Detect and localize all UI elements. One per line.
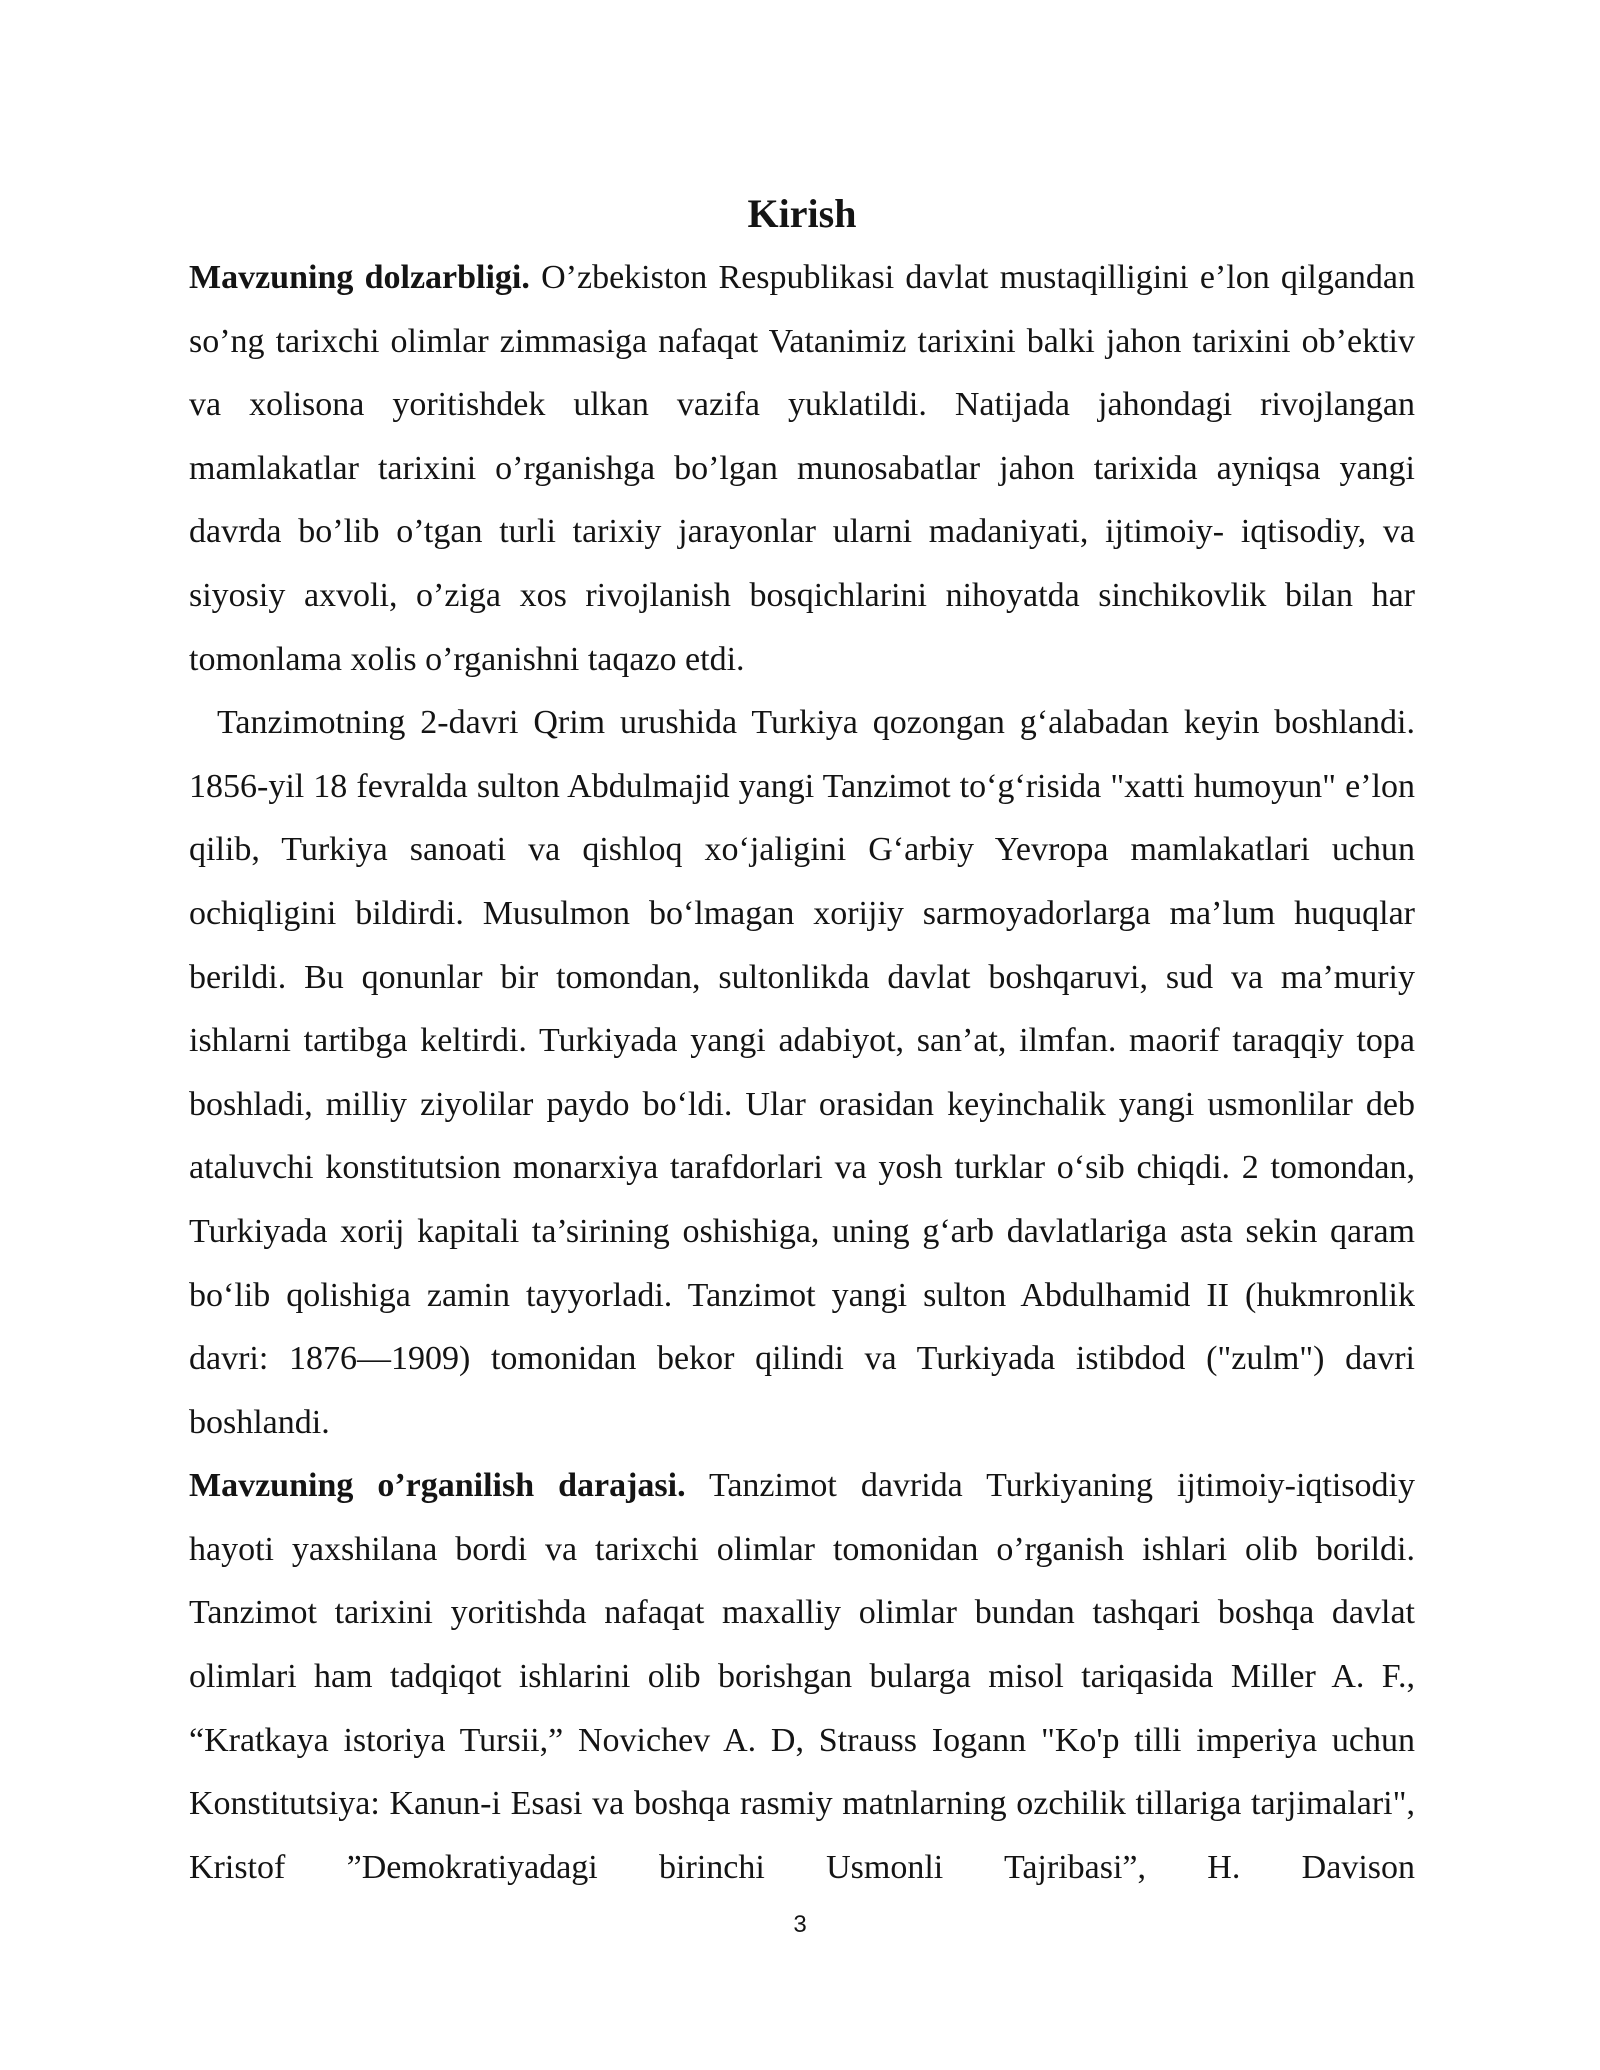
paragraph-relevance <box>189 246 1415 691</box>
paragraph-lead: Mavzuning dolzarbligi. <box>189 259 530 296</box>
paragraph-tanzimot-second-period <box>189 691 1415 1454</box>
page-number: 3 <box>793 1911 807 1938</box>
paragraph-text: Tanzimotning 2-davri Qrim urushida Turkiya qozongan g‘alabadan keyin boshlandi. 1856-yil 18 fevralda sulton Abdulmajid yangi Tanzimot to‘g‘risida "xatti humoyun" e’lon qilib, Turkiya sanoati va qishloq xo‘jaligini G‘arbiy Yevropa mamlakatlari uchun ochiqligini bildirdi. Musulmon bo‘lmagan xorijiy sarmoyadorlarga ma’lum huquqlar berildi. Bu qonunlar bir tomondan, sultonlikda davlat boshqaruvi, sud va ma’muriy ishlarni tartibga keltirdi. Turkiyada yangi adabiyot, san’at, ilmfan. maorif taraqqiy topa boshladi, milliy ziyolilar paydo bo‘ldi. Ular orasidan keyinchalik yangi usmonlilar deb ataluvchi konstitutsion monarxiya tarafdorlari va yosh turklar o‘sib chiqdi. 2 tomondan, Turkiyada xorij kapitali ta’sirining oshishiga, uning g‘arb davlatlariga asta sekin qaram bo‘lib qolishiga zamin tayyorladi. Tanzimot yangi sulton Abdulhamid II (hukmronlik davri: 1876—1909) tomonidan bekor qilindi va Turkiyada istibdod ("zulm") davri boshlandi. <box>189 704 1415 1441</box>
paragraph-text: O’zbekiston Respublikasi davlat mustaqilligini e’lon qilgandan so’ng tarixchi olimlar zimmasiga nafaqat Vatanimiz tarixini balki jahon tarixini ob’ektiv va xolisona yoritishdek ulkan vazifa yuklatildi. Natijada jahondagi rivojlangan mamlakatlar tarixini o’rganishga bo’lgan munosabatlar jahon tarixida ayniqsa yangi davrda bo’lib o’tgan turli tarixiy jarayonlar ularni madaniyati, ijtimoiy- iqtisodiy, va siyosiy axvoli, o’ziga xos rivojlanish bosqichlarini nihoyatda sinchikovlik bilan har tomonlama xolis o’rganishni taqazo etdi. <box>189 259 1415 678</box>
paragraph-text: Tanzimot davrida Turkiyaning ijtimoiy-iqtisodiy hayoti yaxshilana bordi va tarixchi olimlar tomonidan o’rganish ishlari olib borildi. Tanzimot tarixini yoritishda nafaqat maxalliy olimlar bundan tashqari boshqa davlat olimlari ham tadqiqot ishlarini olib borishgan bularga misol tariqasida Miller A. F., “Kratkaya istoriya Tursii,” Novichev A. D, Strauss Iogann "Ko'p tilli imperiya uchun Konstitutsiya: Kanun-i Esasi va boshqa rasmiy matnlarning ozchilik tillariga tarjimalari", Kristof ”Demokratiyadagi birinchi Usmonli Tajribasi”, H. Davison <box>189 1467 1415 1886</box>
section-title: Kirish <box>747 191 857 236</box>
paragraph-study-level <box>189 1454 1415 1899</box>
page-content <box>189 182 1415 1899</box>
paragraph-lead: Mavzuning o’rganilish darajasi. <box>189 1467 686 1505</box>
